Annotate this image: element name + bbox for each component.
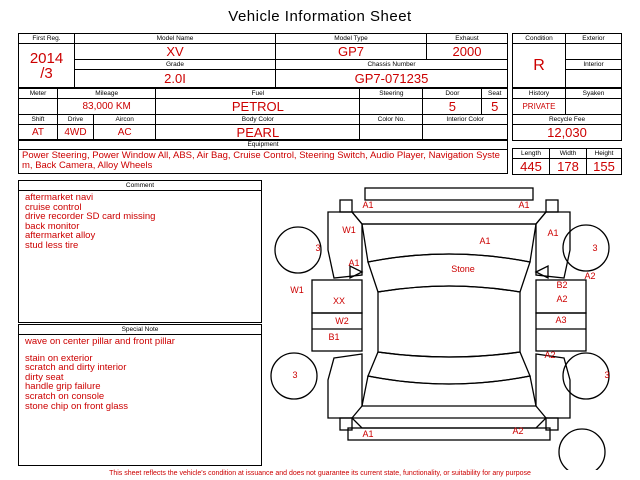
drive-label: Drive xyxy=(58,115,94,125)
special-note-first: wave on center pillar and front pillar xyxy=(25,336,175,347)
width-label: Width xyxy=(550,149,587,159)
mark-xx: XX xyxy=(332,296,346,306)
seat-value: 5 xyxy=(482,99,508,115)
interior-value xyxy=(566,70,622,88)
equipment-label: Equipment xyxy=(19,140,507,150)
rear-window xyxy=(368,352,530,384)
special-note-line: stone chip on front glass xyxy=(25,400,128,412)
special-note-line: stain on exterior xyxy=(25,352,93,364)
width-value: 178 xyxy=(550,159,587,175)
special-note-label: Special Note xyxy=(19,325,261,335)
front-panel xyxy=(352,212,546,224)
model-name-label: Model Name xyxy=(75,34,276,44)
mark-a2-rear-right: A2 xyxy=(544,350,556,360)
comment-list xyxy=(19,191,261,251)
mark-stone: Stone xyxy=(451,264,475,274)
condition-label: Condition xyxy=(513,34,566,44)
mark-a1-left-fender: A1 xyxy=(348,258,360,268)
comment-line: aftermarket alloy xyxy=(25,230,96,242)
interior-color-label: Interior Color xyxy=(423,115,508,125)
special-note-list xyxy=(19,335,261,411)
mark-tire-rl: 3 xyxy=(292,370,298,380)
comment-line: back monitor xyxy=(25,220,80,232)
damage-marks xyxy=(290,200,609,439)
recycle-fee-value: 12,030 xyxy=(513,125,622,141)
model-type-label: Model Type xyxy=(276,34,427,44)
comment-line: aftermarket navi xyxy=(25,192,94,203)
special-note-line: scratch on console xyxy=(25,390,105,402)
equipment-box xyxy=(18,139,508,174)
mark-w1-left: W1 xyxy=(290,285,304,295)
condition-table xyxy=(512,33,622,88)
meter-value xyxy=(19,99,58,115)
history-table xyxy=(512,88,622,141)
chassis-value: GP7-071235 xyxy=(276,70,508,88)
seat-label: Seat xyxy=(482,89,508,99)
mark-b2: B2 xyxy=(556,280,568,290)
mark-w2: W2 xyxy=(335,316,349,326)
tires xyxy=(271,225,609,470)
mileage-value: 83,000 KM xyxy=(58,99,156,115)
mark-top-left-a1: A1 xyxy=(362,200,374,210)
spare-tire xyxy=(559,429,605,470)
grade-label: Grade xyxy=(75,60,276,70)
condition-value: R xyxy=(513,44,566,88)
mark-b1: B1 xyxy=(328,332,340,342)
special-note-box xyxy=(18,324,262,466)
page-title: Vehicle Information Sheet xyxy=(228,8,412,25)
first-reg-value: 2014 /3 xyxy=(19,44,75,88)
steering-label: Steering xyxy=(360,89,423,99)
header-table xyxy=(18,33,508,88)
shift-value: AT xyxy=(19,125,58,141)
fuel-value: PETROL xyxy=(156,99,360,115)
shift-label: Shift xyxy=(19,115,58,125)
special-note-line: dirty seat xyxy=(25,371,64,383)
aircon-value: AC xyxy=(94,125,156,141)
aircon-label: Aircon xyxy=(94,115,156,125)
recycle-fee-label: Recycle Fee xyxy=(513,115,622,125)
grade-value: 2.0I xyxy=(75,70,276,88)
door-value: 5 xyxy=(423,99,482,115)
disclaimer-footer: This sheet reflects the vehicle's condition at issuance and does not guarantee its current state, functionality, or suitability for any purpose xyxy=(109,470,531,477)
special-note-line: scratch and dirty interior xyxy=(25,362,127,374)
drive-value: 4WD xyxy=(58,125,94,141)
door-label: Door xyxy=(423,89,482,99)
body-color-label: Body Color xyxy=(156,115,360,125)
dimensions-table xyxy=(512,148,622,175)
length-value: 445 xyxy=(513,159,550,175)
mark-a3: A3 xyxy=(555,315,567,325)
left-rear-fender xyxy=(328,354,362,418)
model-type-value: GP7 xyxy=(276,44,427,60)
tire-front-left xyxy=(275,227,321,273)
meter-label: Meter xyxy=(19,89,58,99)
chassis-label: Chassis Number xyxy=(276,60,508,70)
height-label: Height xyxy=(587,149,622,159)
height-value: 155 xyxy=(587,159,622,175)
model-name-value: XV xyxy=(75,44,276,60)
mark-a1-hood: A1 xyxy=(479,236,491,246)
exterior-label: Exterior xyxy=(566,34,622,44)
mark-a2-bottom: A2 xyxy=(512,426,524,436)
equipment-value: Power Steering, Power Window All, ABS, Air Bag, Cruise Control, Steering Switch, Audio Player, Navigation System, Back Camera, Alloy Wheels xyxy=(22,150,500,171)
trunk xyxy=(362,376,536,406)
exterior-value xyxy=(566,44,622,60)
color-no-label: Color No. xyxy=(360,115,423,125)
steering-value xyxy=(360,99,423,115)
interior-label: Interior xyxy=(566,60,622,70)
mark-w1-front: W1 xyxy=(342,225,356,235)
mark-a2-right-upper: A2 xyxy=(584,271,596,281)
first-reg-label: First Reg. xyxy=(19,34,75,44)
syaken-label: Syaken xyxy=(566,89,622,99)
fuel-label: Fuel xyxy=(156,89,360,99)
exhaust-label: Exhaust xyxy=(427,34,508,44)
car-damage-diagram xyxy=(268,180,628,470)
mark-a1-front-right: A1 xyxy=(547,228,559,238)
mark-tire-fr: 3 xyxy=(592,243,598,253)
mileage-label: Mileage xyxy=(58,89,156,99)
exhaust-value: 2000 xyxy=(427,44,508,60)
mark-a2-right: A2 xyxy=(556,294,568,304)
syaken-value xyxy=(566,99,622,115)
comment-box xyxy=(18,180,262,323)
comment-label: Comment xyxy=(19,181,261,191)
mark-a1-bottom: A1 xyxy=(362,429,374,439)
right-front-fender xyxy=(536,212,570,278)
special-note-line: handle grip failure xyxy=(25,381,101,393)
front-right-corner xyxy=(546,200,558,212)
comment-line: cruise control xyxy=(25,201,82,213)
tire-rear-right xyxy=(563,353,609,399)
history-value: PRIVATE xyxy=(513,99,566,115)
roof xyxy=(378,286,520,357)
spec-table xyxy=(18,88,508,141)
comment-line: stud less tire xyxy=(25,239,79,251)
mark-tire-rr: 3 xyxy=(604,370,610,380)
mark-top-right-a1: A1 xyxy=(518,200,530,210)
hood xyxy=(362,224,536,262)
left-front-fender xyxy=(328,212,362,278)
mark-tire-fl: 3 xyxy=(315,243,321,253)
length-label: Length xyxy=(513,149,550,159)
front-left-corner xyxy=(340,200,352,212)
comment-line: drive recorder SD card missing xyxy=(25,211,156,223)
body-color-value: PEARL xyxy=(156,125,360,141)
front-bumper xyxy=(365,188,533,200)
history-label: History xyxy=(513,89,566,99)
